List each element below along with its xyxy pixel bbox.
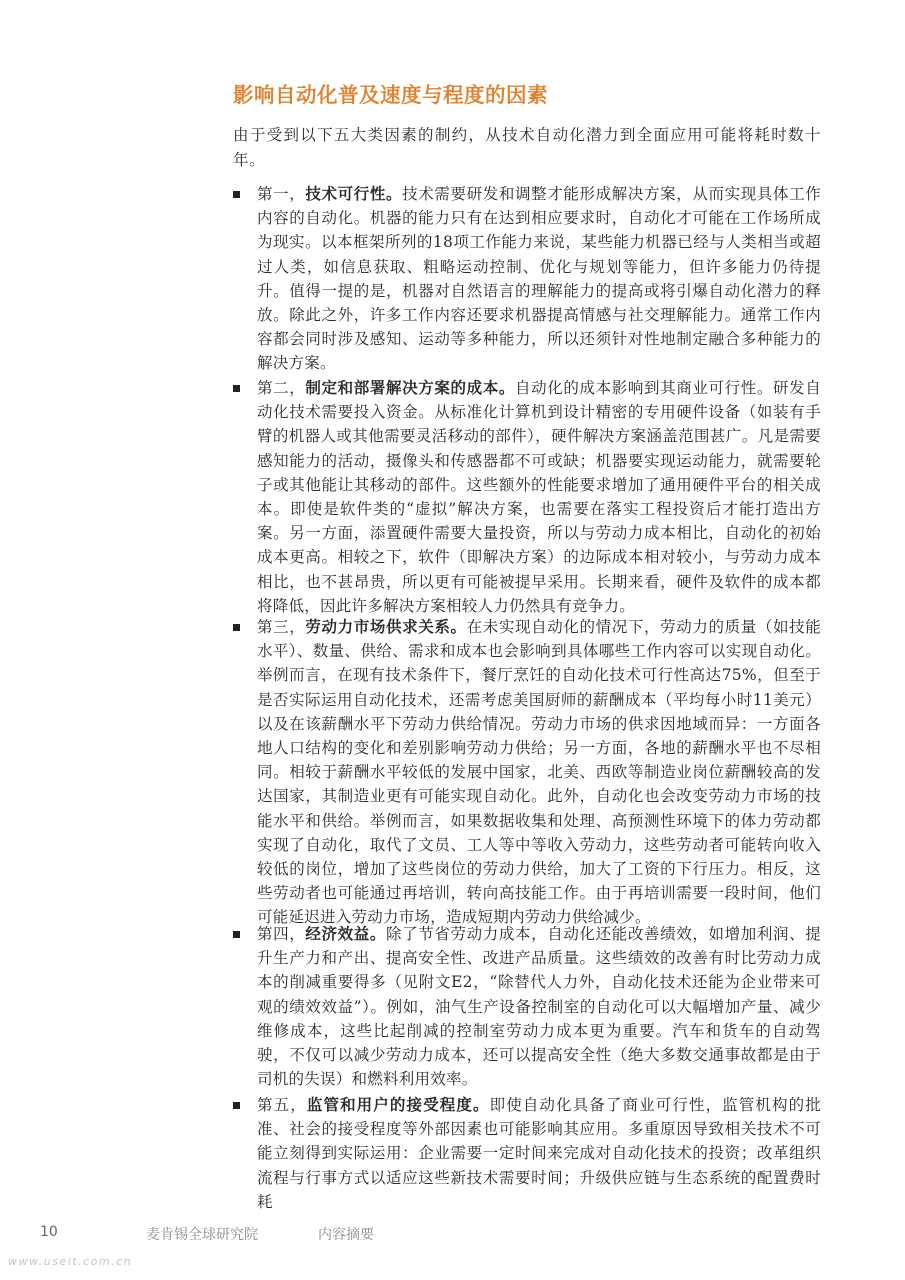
bullet-icon [233,931,240,938]
factor-lead: 第二， [257,379,306,397]
factor-title: 技术可行性。 [305,185,403,203]
factor-text [257,615,821,930]
factor-item-technical-feasibility [233,182,821,376]
factor-body: 在未实现自动化的情况下，劳动力的质量（如技能水平）、数量、供给、需求和成本也会影响到具体哪些工作内容可以实现自动化。举例而言，在现有技术条件下，餐厅烹饪的自动化技术可行性高达75%，但至于是否实际运用自动化技术，还需考虑美国厨师的薪酬成本（平均每小时11美元）以及在该薪酬水平下劳动力供给情况。劳动力市场的供求因地域而异：一方面各地人口结构的变化和差别影响劳动力供给；另一方面，各地的薪酬水平也不尽相同。相较于薪酬水平较低的发展中国家，北美、西欧等制造业岗位薪酬较高的发达国家，其制造业更有可能实现自动化。此外，自动化也会改变劳动力市场的技能水平和供给。举例而言，如果数据收集和处理、高预测性环境下的体力劳动都实现了自动化，取代了文员、工人等中等收入劳动力，这些劳动者可能转向收入较低的岗位，增加了这些岗位的劳动力供给，加大了工资的下行压力。相反，这些劳动者也可能通过再培训，转向高技能工作。由于再培训需要一段时间，他们可能延迟进入劳动力市场，造成短期内劳动力供给减少。 [257,618,821,927]
footer-organization: 麦肯锡全球研究院 [146,1227,258,1243]
footer-section: 内容摘要 [318,1227,374,1243]
factor-lead: 第四， [257,925,306,943]
factor-title: 制定和部署解决方案的成本。 [305,379,515,397]
factor-item-regulatory-acceptance [233,1093,821,1214]
bullet-icon [233,191,240,198]
section-heading: 影响自动化普及速度与程度的因素 [233,83,548,107]
factor-text [257,1093,821,1214]
factor-title: 经济效益。 [305,925,386,943]
bullet-icon [233,624,240,631]
watermark: www.useit.com.cn [8,1255,133,1268]
factor-item-economic-benefits [233,922,821,1091]
factor-body: 除了节省劳动力成本，自动化还能改善绩效，如增加利润、提升生产力和产出、提高安全性、改进产品质量。这些绩效的改善有时比劳动力成本的削减重要得多（见附文E2，“除替代人力外，自动化技术还能为企业带来可观的绩效效益”）。例如，油气生产设备控制室的自动化可以大幅增加产量、减少维修成本，这些比起削减的控制室劳动力成本更为重要。汽车和货车的自动驾驶，不仅可以减少劳动力成本，还可以提高安全性（绝大多数交通事故都是由于司机的失误）和燃料利用效率。 [257,925,821,1089]
factor-body: 即使自动化具备了商业可行性，监管机构的批准、社会的接受程度等外部因素也可能影响其应用。多重原因导致相关技术不可能立刻得到实际运用：企业需要一定时间来完成对自动化技术的投资；改革组织流程与行事方式以适应这些新技术需要时间；升级供应链与生态系统的配置费时耗 [257,1096,821,1211]
factor-item-solution-cost [233,376,821,618]
factor-title: 监管和用户的接受程度。 [306,1096,490,1114]
bullet-icon [233,385,240,392]
factor-item-labor-market [233,615,821,930]
intro-paragraph: 由于受到以下五大类因素的制约，从技术自动化潜力到全面应用可能将耗时数十年。 [233,126,821,169]
factor-lead: 第一， [257,185,306,203]
factor-lead: 第五， [257,1096,307,1114]
factor-title: 劳动力市场供求关系。 [305,618,467,636]
factor-body: 自动化的成本影响到其商业可行性。研发自动化技术需要投入资金。从标准化计算机到设计精密的专用硬件设备（如装有手臂的机器人或其他需要灵活移动的部件），硬件解决方案涵盖范围甚广。凡是需要感知能力的活动，摄像头和传感器都不可或缺；机器要实现运动能力，就需要轮子或其他能让其移动的部件。这些额外的性能要求增加了通用硬件平台的相关成本。即使是软件类的“虚拟”解决方案，也需要在落实工程投资后才能打造出方案。另一方面，添置硬件需要大量投资，所以与劳动力成本相比，自动化的初始成本更高。相较之下，软件（即解决方案）的边际成本相对较小，与劳动力成本相比，也不甚昂贵，所以更有可能被提早采用。长期来看，硬件及软件的成本都将降低，因此许多解决方案相较人力仍然具有竞争力。 [257,379,821,615]
page-number: 10 [40,1224,58,1240]
factor-body: 技术需要研发和调整才能形成解决方案，从而实现具体工作内容的自动化。机器的能力只有在达到相应要求时，自动化才可能在工作场所成为现实。以本框架所列的18项工作能力来说，某些能力机器已经与人类相当或超过人类，如信息获取、粗略运动控制、优化与规划等能力，但许多能力仍待提升。值得一提的是，机器对自然语言的理解能力的提高或将引爆自动化潜力的释放。除此之外，许多工作内容还要求机器提高情感与社交理解能力。通常工作内容都会同时涉及感知、运动等多种能力，所以还须针对性地制定融合多种能力的解决方案。 [257,185,821,373]
factor-text [257,376,821,618]
factor-lead: 第三， [257,618,306,636]
bullet-icon [233,1102,240,1109]
factor-text [257,182,821,376]
factor-text [257,922,821,1091]
